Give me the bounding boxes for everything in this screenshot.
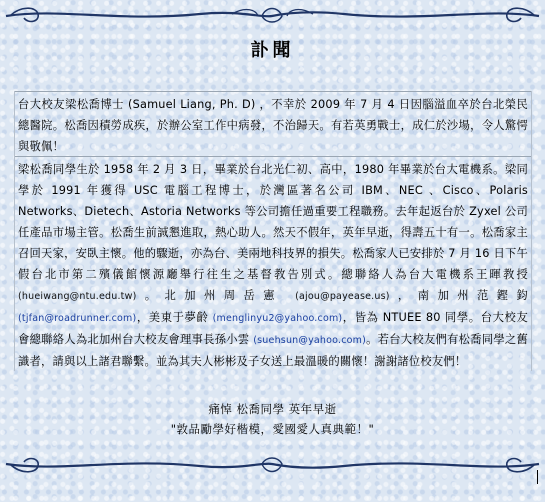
email-suehsun[interactable]: (suehsun@yahoo.com) bbox=[253, 335, 367, 346]
bio-text-a: 梁松喬同學生於 1958 年 2 月 3 日，畢業於台北光仁初、高中，1980 年畢業於台大電機系。梁同學於 1991 年獲得 USC 電腦工程博士，於灣區著名公司 IBM、NEC 、Cisco、Polaris Networks、Dietech、Astoria Networks 等公司擔任過重要工程職務。去年起返台於 Zyxel 公司任產品市場主管。松喬生前誠懇進取，熱心助人。然天不假年，英年早逝，得壽五十有一。松喬家主召回天家，安臥主懷。他的驟逝，亦為台、美兩地科技界的損失。松喬家人已安排於 7 月 16 日下午假台北市第二殯儀館懷源廳舉行往生之基督教告別式。總聯絡人為台大電機系王暉教授 bbox=[18, 163, 528, 281]
email-ajou[interactable]: (ajou@payease.us) bbox=[295, 291, 390, 302]
page-title: 訃聞 bbox=[250, 40, 295, 61]
bio-text-e: ，皆為 NTUEE 80 同學。台大校友會總聯絡人為北加州台大校友會理事長孫小雲 bbox=[18, 311, 528, 346]
bio-text-f: 。若台大校友們有松喬同學之舊識者，請與以上諸君聯繫。並為其夫人彬彬及子女送上最溫暖的關懷！謝謝諸位校友們！ bbox=[18, 333, 528, 368]
email-tjfan[interactable]: (tjfan@roadrunner.com) bbox=[18, 313, 137, 324]
email-menglinyu[interactable]: (menglinyu2@yahoo.com) bbox=[212, 313, 343, 324]
border-right bbox=[531, 91, 532, 371]
announcement-paragraph bbox=[18, 94, 528, 157]
biography-paragraph bbox=[18, 159, 528, 372]
bio-text-b: 。北加州周岳憲 bbox=[136, 289, 296, 302]
top-ornament bbox=[0, 2, 545, 30]
border-left bbox=[14, 91, 15, 371]
bio-text-d: ，美東于夢齡 bbox=[136, 311, 213, 324]
text-cursor bbox=[537, 470, 538, 484]
bio-text-c: ，南加州范鏗鈞 bbox=[389, 289, 528, 302]
divider-top bbox=[14, 91, 532, 92]
signature-line: 痛悼 松喬同學 英年早逝 bbox=[208, 402, 337, 416]
bottom-ornament bbox=[0, 450, 545, 478]
motto-line: "敦品勵學好楷模，愛國愛人真典範！" bbox=[170, 422, 375, 436]
announcement-text: 台大校友梁松喬博士 (Samuel Liang, Ph. D) ，不幸於 2009 年 7 月 4 日因腦溢血卒於台北榮民總醫院。松喬因積勞成疾，於辦公室工作中病發，不治歸天。有若英勇戰士，成仁於沙場，令人驚愕與敬佩！ bbox=[18, 98, 528, 153]
email-hueiwang[interactable]: (hueiwang@ntu.edu.tw) bbox=[18, 291, 137, 302]
